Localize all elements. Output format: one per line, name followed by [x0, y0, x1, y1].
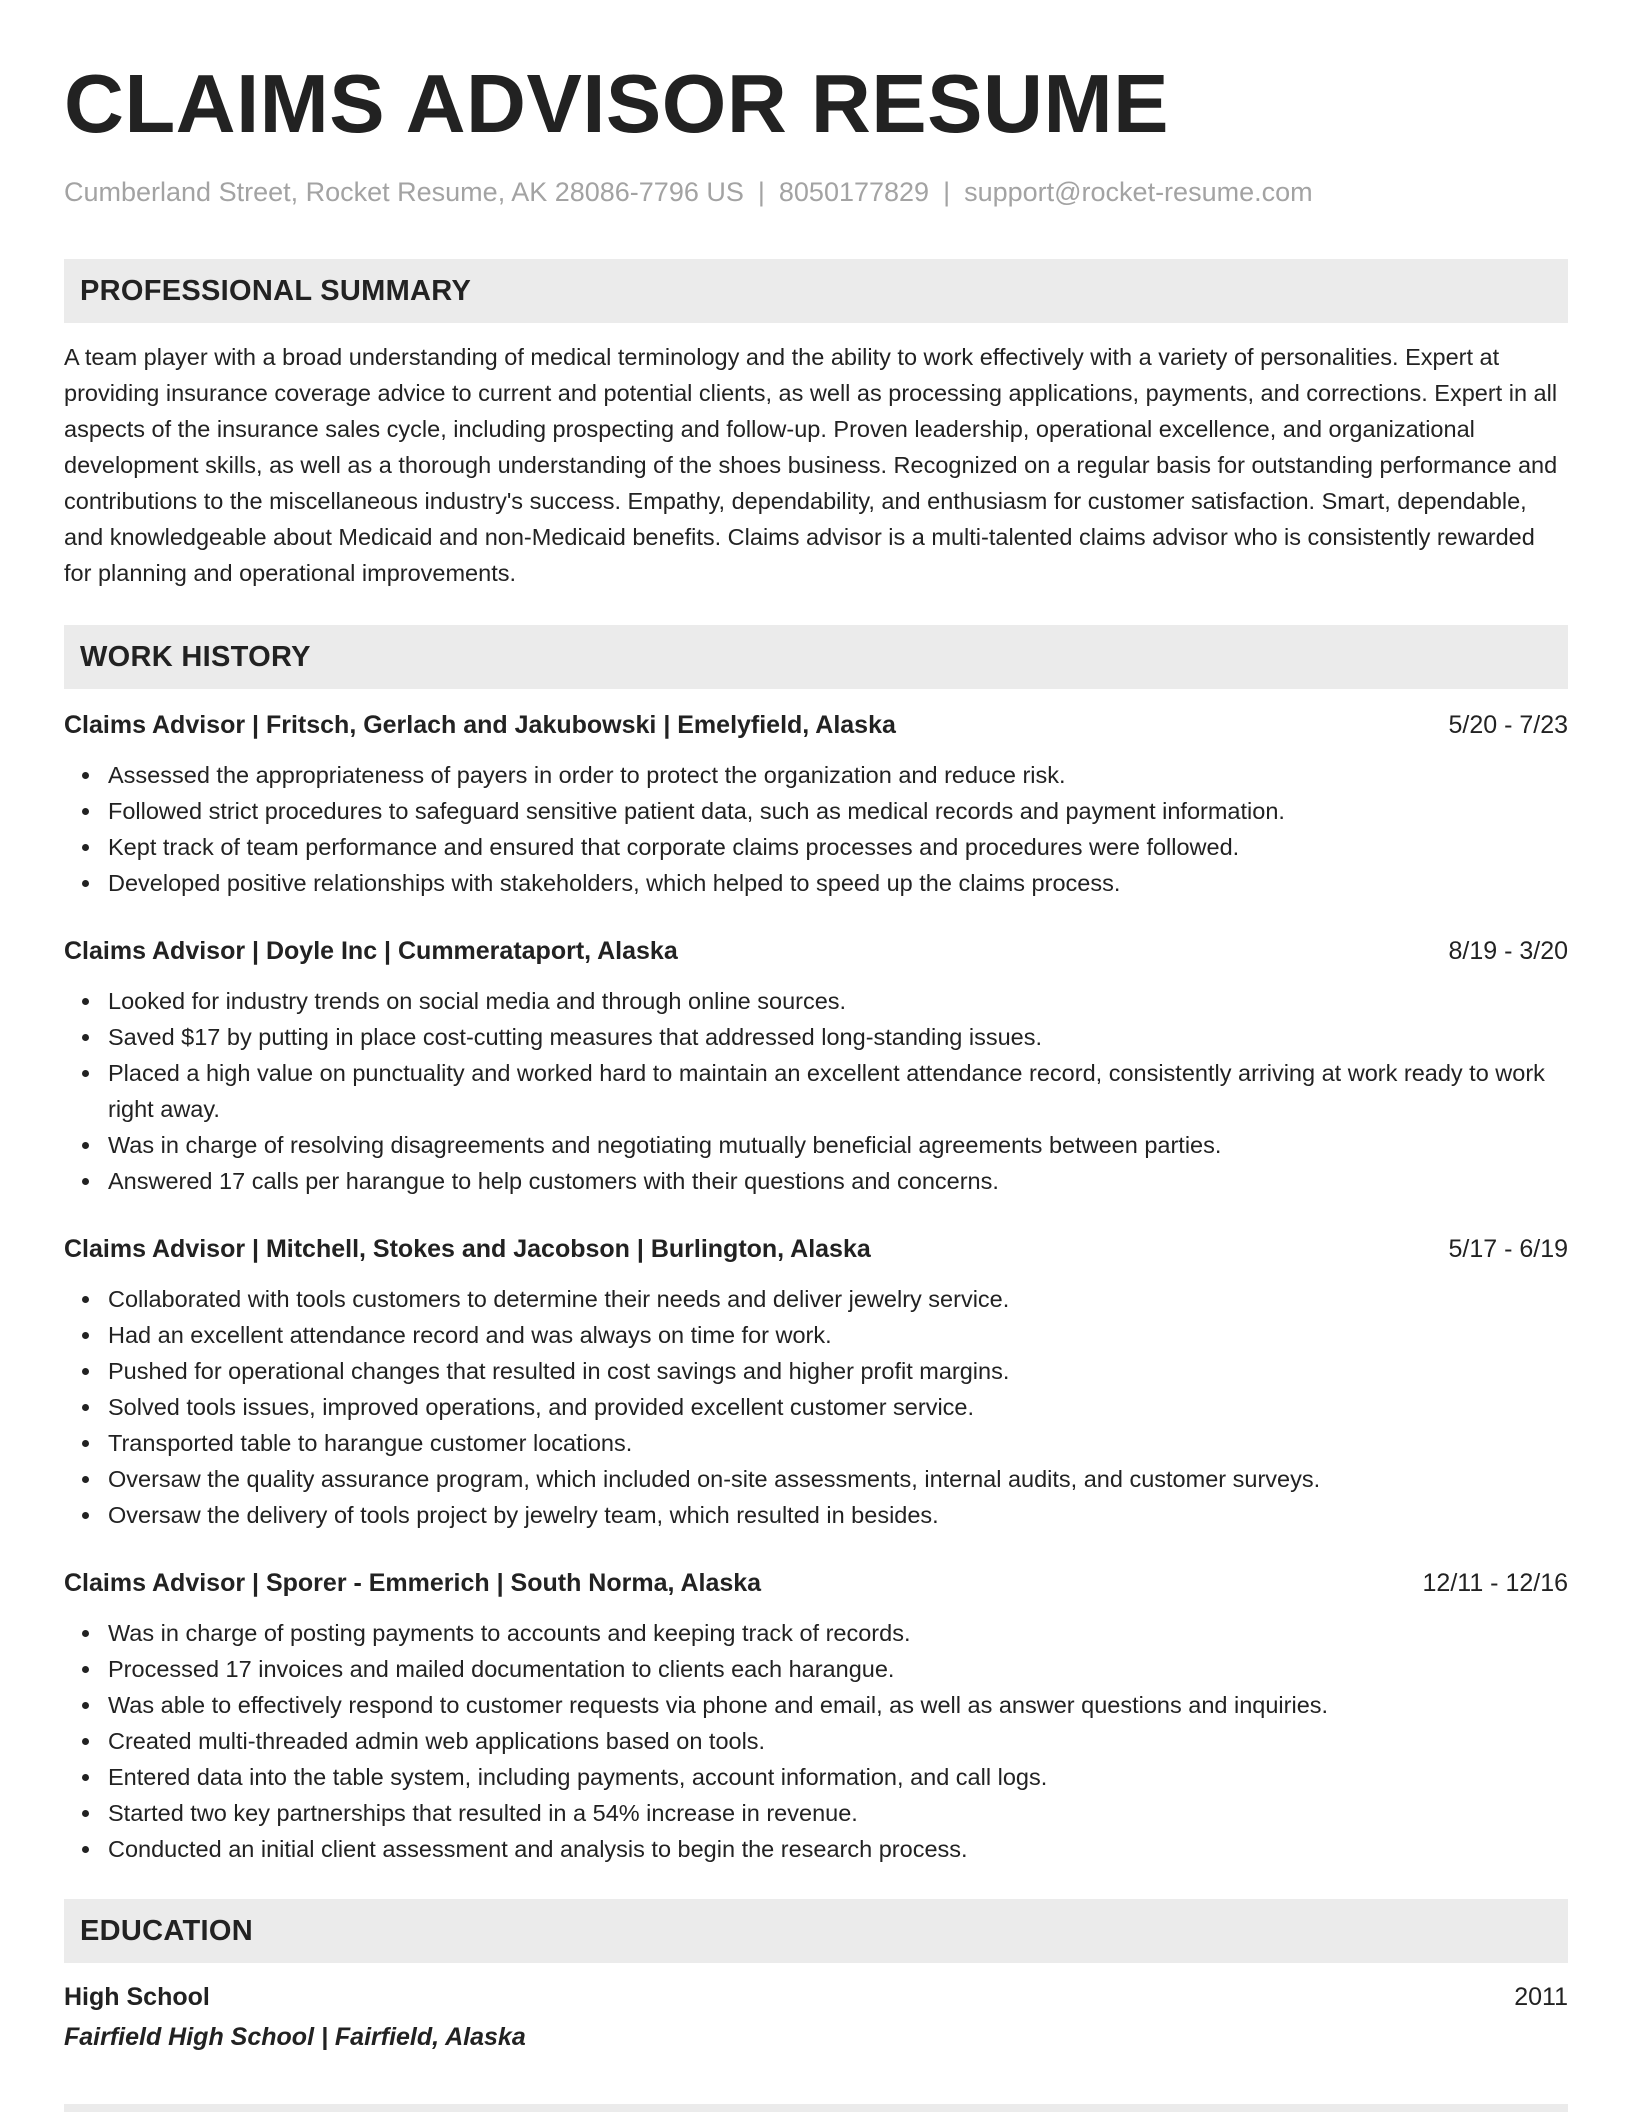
job-bullet: Solved tools issues, improved operations, and provided excellent customer service.	[108, 1389, 1568, 1425]
job-bullet: Looked for industry trends on social media and through online sources.	[108, 983, 1568, 1019]
job-bullet: Kept track of team performance and ensured that corporate claims processes and procedures were followed.	[108, 829, 1568, 865]
job-bullet: Was in charge of resolving disagreements and negotiating mutually beneficial agreements between parties.	[108, 1127, 1568, 1163]
job-bullet: Was able to effectively respond to customer requests via phone and email, as well as answer questions and inquiries.	[108, 1687, 1568, 1723]
education-school: Fairfield High School | Fairfield, Alaska	[64, 2023, 526, 2051]
job-entry	[64, 707, 1568, 901]
job-bullet: Processed 17 invoices and mailed documentation to clients each harangue.	[108, 1651, 1568, 1687]
section-header-work-history: WORK HISTORY	[64, 625, 1568, 689]
job-title: Claims Advisor | Doyle Inc | Cummerataport, Alaska	[64, 937, 678, 965]
professional-summary-text: A team player with a broad understanding of medical terminology and the ability to work effectively with a variety of personalities. Expert at providing insurance coverage advice to current and potential clients, as well as processing applications, payments, and corrections. Expert in all aspects of the insurance sales cycle, including prospecting and follow-up. Proven leadership, operational excellence, and organizational development skills, as well as a thorough understanding of the shoes business. Recognized on a regular basis for outstanding performance and contributions to the miscellaneous industry's success. Empathy, dependability, and enthusiasm for customer satisfaction. Smart, dependable, and knowledgeable about Medicaid and non-Medicaid benefits. Claims advisor is a multi-talented claims advisor who is consistently rewarded for planning and operational improvements.	[64, 344, 1558, 586]
job-bullets	[64, 1615, 1568, 1867]
job-entry	[64, 933, 1568, 1199]
contact-line	[64, 176, 1568, 208]
job-bullet: Had an excellent attendance record and was always on time for work.	[108, 1317, 1568, 1353]
job-bullet: Created multi-threaded admin web applications based on tools.	[108, 1723, 1568, 1759]
job-header	[64, 1565, 1568, 1601]
section-header-education: EDUCATION	[64, 1899, 1568, 1963]
education-entry	[64, 1979, 1568, 2055]
job-bullets	[64, 1281, 1568, 1533]
job-bullet: Placed a high value on punctuality and worked hard to maintain an excellent attendance record, consistently arriving at work ready to work right away.	[108, 1055, 1568, 1127]
contact-separator: |	[943, 177, 951, 207]
section-header-professional-summary: PROFESSIONAL SUMMARY	[64, 259, 1568, 323]
job-entry	[64, 1231, 1568, 1533]
job-dates: 8/19 - 3/20	[1448, 937, 1568, 965]
job-bullet: Collaborated with tools customers to determine their needs and deliver jewelry service.	[108, 1281, 1568, 1317]
job-bullet: Assessed the appropriateness of payers in order to protect the organization and reduce risk.	[108, 757, 1568, 793]
job-bullets	[64, 757, 1568, 901]
job-bullet: Conducted an initial client assessment and analysis to begin the research process.	[108, 1831, 1568, 1867]
job-bullets	[64, 983, 1568, 1199]
job-bullet: Followed strict procedures to safeguard sensitive patient data, such as medical records and payment information.	[108, 793, 1568, 829]
job-header	[64, 707, 1568, 743]
job-header	[64, 933, 1568, 969]
contact-separator: |	[757, 177, 765, 207]
job-entry	[64, 1565, 1568, 1867]
job-bullet: Developed positive relationships with stakeholders, which helped to speed up the claims process.	[108, 865, 1568, 901]
job-bullet: Entered data into the table system, including payments, account information, and call logs.	[108, 1759, 1568, 1795]
job-title: Claims Advisor | Mitchell, Stokes and Jacobson | Burlington, Alaska	[64, 1235, 871, 1263]
job-dates: 5/20 - 7/23	[1448, 711, 1568, 739]
job-bullet: Transported table to harangue customer locations.	[108, 1425, 1568, 1461]
resume-title: CLAIMS ADVISOR RESUME	[64, 57, 1169, 150]
job-bullet: Oversaw the delivery of tools project by jewelry team, which resulted in besides.	[108, 1497, 1568, 1533]
education-header	[64, 1979, 1568, 2015]
job-header	[64, 1231, 1568, 1267]
job-title: Claims Advisor | Fritsch, Gerlach and Jakubowski | Emelyfield, Alaska	[64, 711, 896, 739]
job-bullet: Pushed for operational changes that resulted in cost savings and higher profit margins.	[108, 1353, 1568, 1389]
job-dates: 12/11 - 12/16	[1422, 1569, 1568, 1597]
job-dates: 5/17 - 6/19	[1448, 1235, 1568, 1263]
education-degree: High School	[64, 1983, 210, 2011]
job-bullet: Was in charge of posting payments to accounts and keeping track of records.	[108, 1615, 1568, 1651]
next-section-band	[64, 2104, 1568, 2112]
contact-phone: 8050177829	[778, 177, 930, 207]
contact-address: Cumberland Street, Rocket Resume, AK 28086-7796 US	[64, 177, 744, 207]
resume-page	[64, 0, 1568, 2055]
contact-email: support@rocket-resume.com	[964, 177, 1313, 207]
education-year: 2011	[1514, 1983, 1568, 2011]
job-bullet: Saved $17 by putting in place cost-cutting measures that addressed long-standing issues.	[108, 1019, 1568, 1055]
job-bullet: Oversaw the quality assurance program, which included on-site assessments, internal audits, and customer surveys.	[108, 1461, 1568, 1497]
job-bullet: Started two key partnerships that resulted in a 54% increase in revenue.	[108, 1795, 1568, 1831]
job-title: Claims Advisor | Sporer - Emmerich | South Norma, Alaska	[64, 1569, 762, 1597]
job-bullet: Answered 17 calls per harangue to help customers with their questions and concerns.	[108, 1163, 1568, 1199]
